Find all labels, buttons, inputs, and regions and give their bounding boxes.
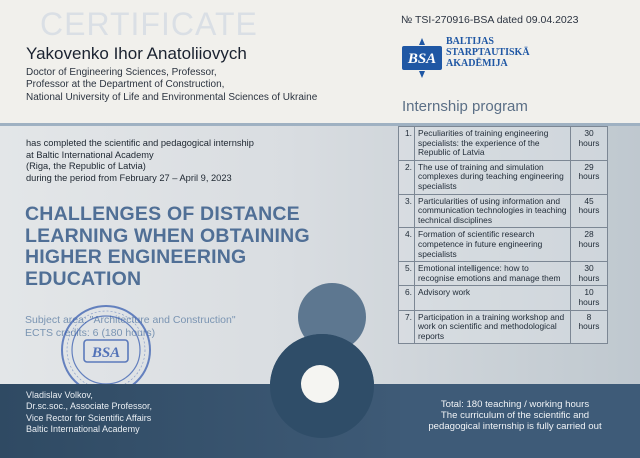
table-row: [399, 228, 608, 262]
hours-value: 8: [586, 311, 592, 322]
hours-value: 29: [584, 161, 594, 172]
totals-line: The curriculum of the scientific and: [440, 410, 590, 421]
row-hours: [571, 286, 608, 310]
row-number: 4.: [399, 228, 415, 262]
holder-line: Professor at the Department of Construction,: [26, 79, 225, 91]
table-row: [399, 310, 608, 344]
completion-line: at Baltic International Academy: [26, 149, 154, 160]
holder-line: National University of Life and Environmental Sciences of Ukraine: [26, 91, 318, 103]
stamp-monogram: BSA: [91, 345, 121, 361]
row-number: 5.: [399, 262, 415, 286]
hours-unit: hours: [578, 296, 600, 307]
internship-topic-headline: CHALLENGES OF DISTANCE LEARNING WHEN OBTAINING HIGHER ENGINEERING EDUCATION: [25, 203, 310, 290]
decor-circle-front: [301, 365, 339, 403]
row-hours: [571, 310, 608, 344]
table-row: [399, 160, 608, 194]
bsa-logo-icon: [400, 38, 444, 78]
signatory-line: Dr.sc.soc., Associate Professor,: [26, 401, 153, 412]
holder-line: Doctor of Engineering Sciences, Professor,: [26, 67, 217, 78]
hours-unit: hours: [578, 205, 600, 216]
hours-value: 30: [584, 128, 594, 138]
hours-unit: hours: [578, 137, 600, 148]
logo-line: BALTIJAS: [446, 36, 494, 47]
hours-value: 45: [584, 195, 594, 206]
logo-monogram: BSA: [407, 51, 437, 67]
academy-logo: [400, 36, 630, 82]
totals-line: pedagogical internship is fully carried out: [428, 421, 602, 432]
row-topic: The use of training and simulation complexes during teaching engineering specialists: [415, 160, 571, 194]
hours-value: 28: [584, 229, 594, 240]
hours-unit: hours: [578, 272, 600, 283]
totals-line: Total: 180 teaching / working hours: [440, 399, 590, 410]
row-topic: Peculiarities of training engineering specialists: the experience of the Republic of Latvia: [415, 127, 571, 161]
row-number: 7.: [399, 310, 415, 344]
subject-line: Subject area: "Architecture and Construction": [25, 314, 236, 326]
row-topic: Participation in a training workshop and work on scientific and methodological reports: [415, 310, 571, 344]
row-topic: Emotional intelligence: how to recognise emotions and manage them: [415, 262, 571, 286]
completion-line: (Riga, the Republic of Latvia): [26, 161, 146, 172]
internship-program-title: Internship program: [402, 98, 528, 115]
row-hours: [571, 127, 608, 161]
row-hours: [571, 194, 608, 228]
hours-unit: hours: [578, 171, 600, 182]
holder-credentials: [26, 67, 317, 104]
row-topic: Particularities of using information and communication technologies in teaching technical disciplines: [415, 194, 571, 228]
row-hours: [571, 262, 608, 286]
signatory-line: Baltic International Academy: [26, 424, 140, 435]
program-table: [398, 126, 608, 344]
holder-name: Yakovenko Ihor Anatoliiovych: [26, 44, 247, 63]
row-hours: [571, 160, 608, 194]
hours-unit: hours: [578, 238, 600, 249]
signatory: [26, 390, 152, 436]
logo-wordmark: [446, 36, 530, 69]
row-number: 1.: [399, 127, 415, 161]
completion-line: has completed the scientific and pedagogical internship: [26, 138, 254, 148]
table-row: [399, 127, 608, 161]
certificate-number: № TSI-270916-BSA dated 09.04.2023: [401, 14, 579, 26]
row-number: 6.: [399, 286, 415, 310]
table-row: [399, 286, 608, 310]
table-row: [399, 194, 608, 228]
signatory-line: Vladislav Volkov,: [26, 390, 93, 400]
hours-value: 30: [584, 263, 594, 274]
row-topic: Formation of scientific research competence in future engineering specialists: [415, 228, 571, 262]
table-row: [399, 262, 608, 286]
ects-line: ECTS credits: 6 (180 hours): [25, 327, 156, 339]
row-topic: Advisory work: [415, 286, 571, 310]
completion-line: during the period from February 27 – April 9, 2023: [26, 172, 232, 183]
row-number: 2.: [399, 160, 415, 194]
completion-statement: [26, 138, 254, 184]
total-hours-statement: [405, 399, 625, 432]
logo-line: STARPTAUTISKĀ: [446, 47, 530, 58]
certificate-title: CERTIFICATE: [40, 6, 258, 42]
logo-line: AKADĒMIJA: [446, 58, 508, 69]
row-number: 3.: [399, 194, 415, 228]
row-hours: [571, 228, 608, 262]
hours-unit: hours: [578, 321, 600, 332]
hours-value: 10: [584, 287, 594, 298]
signatory-line: Vice Rector for Scientific Affairs: [26, 412, 152, 423]
